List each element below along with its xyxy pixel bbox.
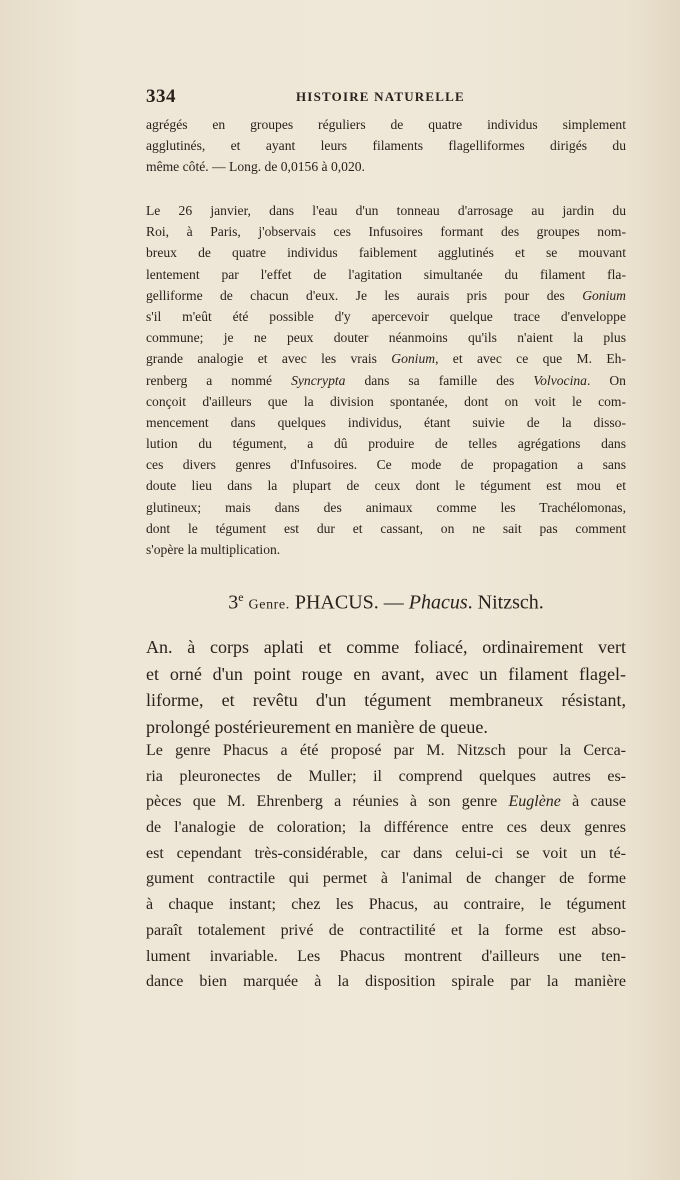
text-line: s'opère la multiplication. — [146, 542, 281, 557]
genus-latin-name: Phacus — [408, 591, 468, 614]
paragraph-4 — [146, 738, 626, 995]
text-line: dance bien marquée à la disposition spirale par la manière — [146, 973, 626, 991]
genus-number: 3 — [228, 591, 239, 614]
running-title: HISTOIRE NATURELLE — [296, 89, 465, 104]
text-line: lentement par l'effet de l'agitation simultanée du filament fla- — [146, 266, 626, 282]
italic-term: Gonium — [391, 351, 436, 367]
text-line: agrégés en groupes réguliers de quatre individus simplement — [146, 117, 626, 132]
italic-term: Gonium — [582, 287, 626, 303]
genus-label: Genre. — [248, 597, 290, 613]
text-line: ria pleuronectes de Muller; il comprend quelques autres es- — [146, 767, 626, 785]
text-run: renberg a nommé — [146, 372, 292, 388]
text-line: paraît totalement privé de contractilité et la forme est abso- — [146, 921, 626, 939]
text-line: doute lieu dans la plupart de ceux dont le tégument est mou et — [146, 478, 626, 494]
text-line: conçoit d'ailleurs que la division spontanée, dont on voit le com- — [146, 393, 626, 409]
text-line: An. à corps aplati et comme foliacé, ordinairement vert — [146, 637, 626, 657]
text-line: commune; je ne peux douter néanmoins qu'ils n'aient la plus — [146, 330, 626, 346]
italic-term: Euglène — [508, 793, 561, 811]
genus-diagnosis — [146, 634, 626, 740]
text-line: prolongé postérieurement en manière de queue. — [146, 716, 488, 737]
text-line: lument invariable. Les Phacus montrent d'ailleurs une ten- — [146, 947, 626, 965]
text-line — [146, 789, 626, 815]
text-run: à cause — [560, 793, 626, 811]
text-line: Le 26 janvier, dans l'eau d'un tonneau d'arrosage au jardin du — [146, 203, 626, 218]
text-run: grande analogie et avec les vrais — [146, 351, 392, 367]
text-line: mencement dans quelques individus, étant suivie de la disso- — [146, 414, 626, 430]
text-line: s'il m'eût été possible d'y apercevoir quelque trace d'enveloppe — [146, 308, 626, 324]
genus-heading — [146, 590, 626, 615]
text-line: Roi, à Paris, j'observais ces Infusoires formant des groupes nom- — [146, 224, 626, 240]
text-line: glutineux; mais dans des animaux comme les Trachélomonas, — [146, 499, 626, 515]
text-line: agglutinés, et ayant leurs filaments flagelliformes dirigés du — [146, 138, 626, 154]
text-run: . On — [586, 372, 626, 388]
page-header — [146, 86, 626, 110]
text-run: gelliforme de chacun d'eux. Je les aurais pris pour des — [146, 287, 583, 303]
text-line: et orné d'un point rouge en avant, avec un filament flagel- — [146, 663, 626, 684]
text-line: ces divers genres d'Infusoires. Ce mode de propagation a sans — [146, 457, 626, 473]
text-line — [146, 370, 626, 391]
text-line: gument contractile qui permet à l'animal de changer de forme — [146, 870, 626, 888]
text-line: de l'analogie de coloration; la différence entre ces deux genres — [146, 819, 626, 837]
text-line: est cependant très-considérable, car dans celui-ci se voit un té- — [146, 844, 626, 862]
italic-term: Syncrypta — [291, 372, 346, 388]
text-line: à chaque instant; chez les Phacus, au contraire, le tégument — [146, 896, 626, 914]
paragraph-2 — [146, 200, 626, 560]
paragraph-1 — [146, 114, 626, 178]
text-line: même côté. — Long. de 0,0156 à 0,020. — [146, 159, 365, 175]
text-line — [146, 348, 626, 369]
genus-dash: — — [378, 591, 409, 614]
genus-number-suffix: e — [238, 590, 244, 604]
text-line: Le genre Phacus a été proposé par M. Nitzsch pour la Cerca- — [146, 742, 626, 759]
genus-name: PHACUS. — [294, 591, 379, 614]
text-run: pèces que M. Ehrenberg a réunies à son genre — [146, 793, 509, 811]
text-line: breux de quatre individus faiblement agglutinés et se mouvant — [146, 245, 626, 261]
text-line: liforme, et revêtu d'un tégument membraneux résistant, — [146, 690, 626, 710]
text-run: dans sa famille des — [345, 372, 534, 388]
genus-author: . Nitzsch. — [467, 591, 544, 614]
italic-term: Volvocina — [533, 372, 587, 388]
text-line — [146, 285, 626, 306]
page-number: 334 — [146, 86, 176, 107]
text-run: , et avec ce que M. Eh- — [435, 351, 626, 367]
text-line: dont le tégument est dur et cassant, on ne sait pas comment — [146, 520, 626, 536]
text-line: lution du tégument, a dû produire de telles agrégations dans — [146, 436, 626, 452]
